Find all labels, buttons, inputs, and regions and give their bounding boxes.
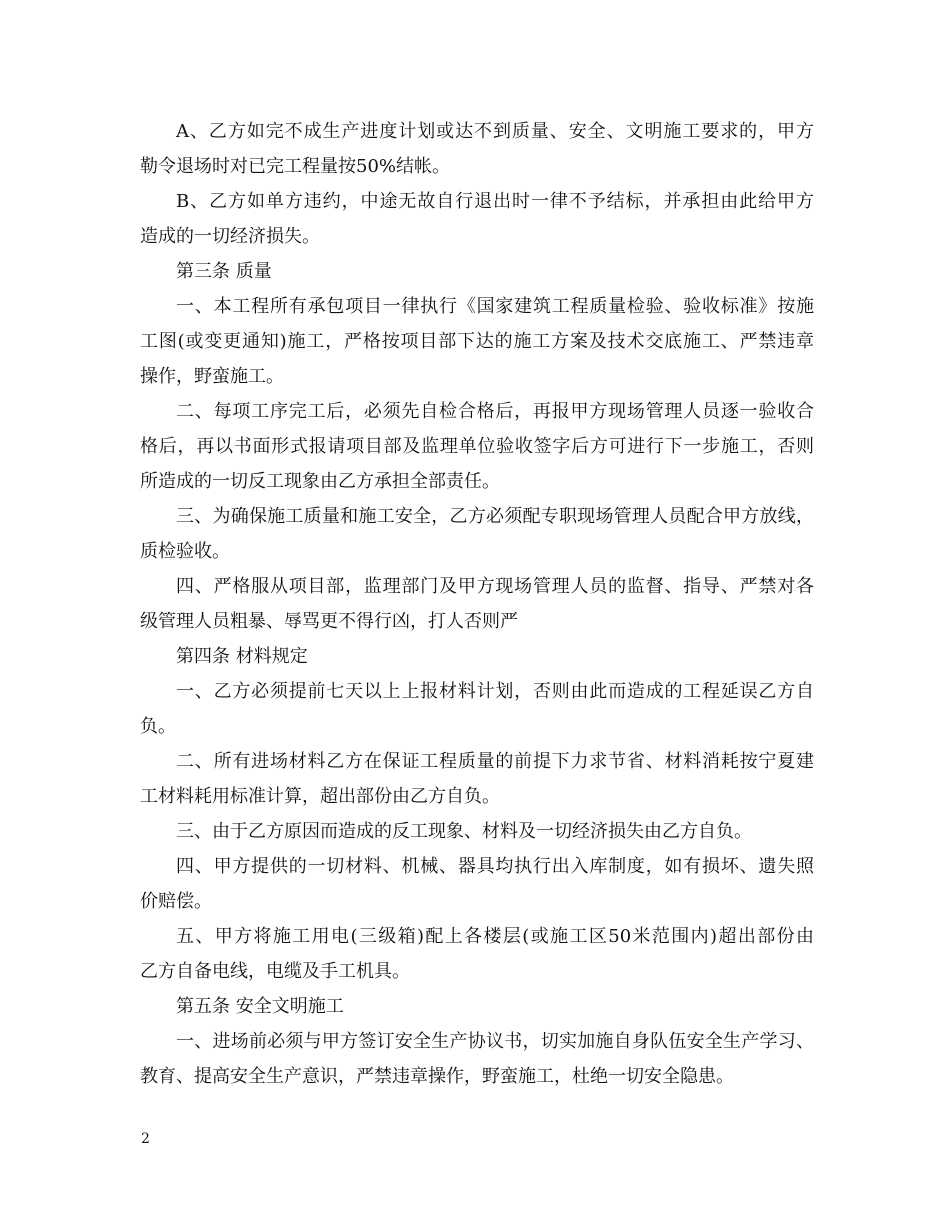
section-3-item-1-line-2: 工图(或变更通知)施工，严格按项目部下达的施工方案及技术交底施工、严禁违章 xyxy=(140,331,814,352)
paragraph-b-line-2: 造成的一切经济损失。 xyxy=(140,226,320,247)
page-number: 2 xyxy=(141,1131,150,1147)
section-3-heading: 第三条 质量 xyxy=(176,261,272,282)
section-4-heading: 第四条 材料规定 xyxy=(176,646,308,667)
section-3-item-4-line-2: 级管理人员粗暴、辱骂更不得行凶，打人否则严 xyxy=(140,611,518,632)
section-4-item-5-line-2: 乙方自备电线，电缆及手工机具。 xyxy=(140,961,410,982)
section-3-item-3-line-1: 三、为确保施工质量和施工安全，乙方必须配专职现场管理人员配合甲方放线， xyxy=(176,506,814,527)
section-5-heading: 第五条 安全文明施工 xyxy=(176,996,344,1017)
document-body xyxy=(140,114,814,1094)
section-5-item-1-line-1: 一、进场前必须与甲方签订安全生产协议书，切实加施自身队伍安全生产学习、 xyxy=(176,1031,814,1052)
section-4-item-2-line-2: 工材料耗用标准计算，超出部份由乙方自负。 xyxy=(140,786,500,807)
section-3-item-1-line-3: 操作，野蛮施工。 xyxy=(140,366,284,387)
section-4-item-5-line-1: 五、甲方将施工用电(三级箱)配上各楼层(或施工区50米范围内)超出部份由 xyxy=(176,926,814,947)
section-5-item-1-line-2: 教育、提高安全生产意识，严禁违章操作，野蛮施工，杜绝一切安全隐患。 xyxy=(140,1066,734,1087)
section-3-item-2-line-1: 二、每项工序完工后，必须先自检合格后，再报甲方现场管理人员逐一验收合 xyxy=(176,401,814,422)
section-3-item-2-line-2: 格后，再以书面形式报请项目部及监理单位验收签字后方可进行下一步施工，否则 xyxy=(140,436,814,457)
section-3-item-4-line-1: 四、严格服从项目部，监理部门及甲方现场管理人员的监督、指导、严禁对各 xyxy=(176,576,814,597)
section-4-item-1-line-1: 一、乙方必须提前七天以上上报材料计划，否则由此而造成的工程延误乙方自 xyxy=(176,681,814,702)
paragraph-a-line-2: 勒令退场时对已完工程量按50%结帐。 xyxy=(140,156,451,177)
section-3-item-3-line-2: 质检验收。 xyxy=(140,541,230,562)
section-4-item-2-line-1: 二、所有进场材料乙方在保证工程质量的前提下力求节省、材料消耗按宁夏建 xyxy=(176,751,814,772)
section-3-item-2-line-3: 所造成的一切反工现象由乙方承担全部责任。 xyxy=(140,471,500,492)
paragraph-a-line-1: A、乙方如完不成生产进度计划或达不到质量、安全、文明施工要求的，甲方 xyxy=(176,121,814,142)
section-4-item-1-line-2: 负。 xyxy=(140,716,176,737)
paragraph-b-line-1: B、乙方如单方违约，中途无故自行退出时一律不予结标，并承担由此给甲方 xyxy=(176,191,814,212)
section-4-item-3: 三、由于乙方原因而造成的反工现象、材料及一切经济损失由乙方自负。 xyxy=(176,821,752,842)
section-4-item-4-line-1: 四、甲方提供的一切材料、机械、器具均执行出入库制度，如有损坏、遗失照 xyxy=(176,856,814,877)
section-4-item-4-line-2: 价赔偿。 xyxy=(140,891,212,912)
section-3-item-1-line-1: 一、本工程所有承包项目一律执行《国家建筑工程质量检验、验收标准》按施 xyxy=(176,296,814,317)
